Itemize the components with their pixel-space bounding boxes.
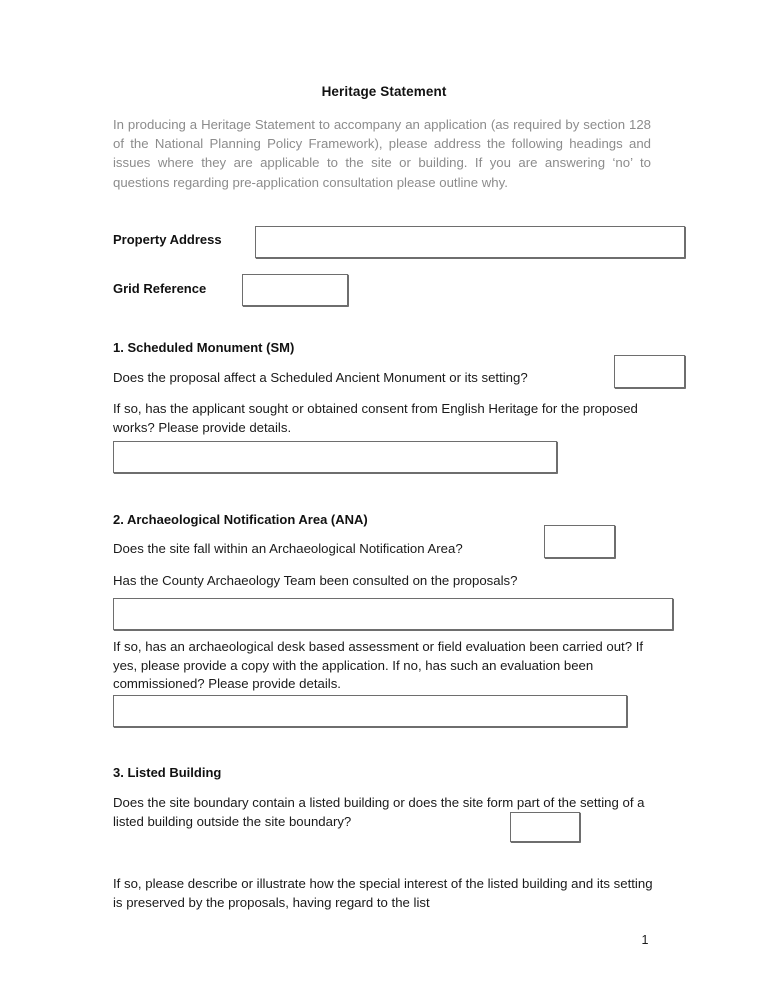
answer-box-1-2[interactable] xyxy=(113,441,557,473)
answer-box-2-1[interactable] xyxy=(544,525,615,558)
question-2-3: If so, has an archaeological desk based assessment or field evaluation been carried out? If yes, please provide a copy with the application. If no, has such an evaluation been commissioned? Please provide details. xyxy=(113,639,644,691)
page-number: 1 xyxy=(641,933,649,947)
grid-reference-label: Grid Reference xyxy=(113,281,207,296)
question-2-2: Has the County Archaeology Team been consulted on the proposals? xyxy=(113,573,518,588)
answer-box-2-3[interactable] xyxy=(113,695,627,727)
section-heading-2: 2. Archaeological Notification Area (ANA) xyxy=(113,512,368,527)
answer-box-2-2[interactable] xyxy=(113,598,673,630)
section-heading-3: 3. Listed Building xyxy=(113,765,222,780)
question-3-2: If so, please describe or illustrate how the special interest of the listed building and its setting is preserved by the proposals, having regard to the list xyxy=(113,876,653,910)
question-1-2: If so, has the applicant sought or obtained consent from English Heritage for the proposed works? Please provide details. xyxy=(113,401,638,435)
question-1-1: Does the proposal affect a Scheduled Ancient Monument or its setting? xyxy=(113,370,528,385)
question-2-1: Does the site fall within an Archaeological Notification Area? xyxy=(113,541,463,556)
intro-paragraph: In producing a Heritage Statement to accompany an application (as required by section 128 of the National Planning Policy Framework), please address the following headings and issues where they are applicable to the site or building. If you are answering ‘no’ to questions regarding pre-application consultation please outline why. xyxy=(113,117,651,190)
answer-box-3-1[interactable] xyxy=(510,812,580,842)
grid-reference-input[interactable] xyxy=(242,274,348,306)
section-heading-1: 1. Scheduled Monument (SM) xyxy=(113,340,295,355)
property-address-input[interactable] xyxy=(255,226,685,258)
question-3-1: Does the site boundary contain a listed building or does the site form part of the setting of a listed building outside the site boundary? xyxy=(113,795,645,829)
page-title: Heritage Statement xyxy=(321,84,447,99)
answer-box-1-1[interactable] xyxy=(614,355,685,388)
property-address-label: Property Address xyxy=(113,232,222,247)
